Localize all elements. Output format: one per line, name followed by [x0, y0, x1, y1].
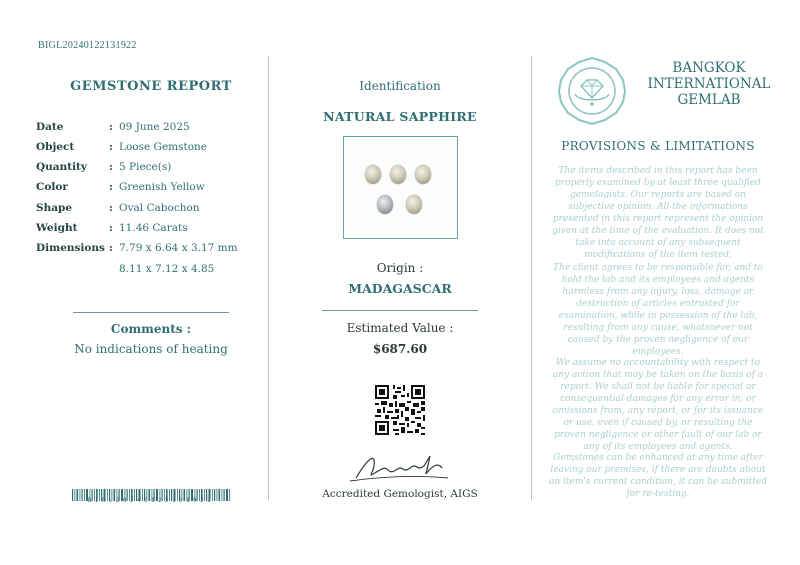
field-value: 7.79 x 6.64 x 3.17 mm [119, 242, 238, 254]
gemstone-photo [343, 136, 458, 239]
gemologist-title: Accredited Gemologist, AIGS [322, 488, 478, 500]
comments-label: Comments : [110, 322, 192, 336]
field-value: 09 June 2025 [119, 121, 190, 133]
gemstone [415, 165, 431, 184]
gemstone [377, 195, 393, 214]
provisions-paragraph: Gemstones can be enhanced at any time after leaving our premises, if there are doubts about an item's current condition, it can be submitted for re-testing. [549, 453, 767, 499]
field-value: Loose Gemstone [119, 141, 208, 153]
divider-left [268, 56, 269, 500]
comments-divider [73, 312, 229, 313]
lab-name-line: BANGKOK [672, 60, 746, 76]
estimated-value-label: Estimated Value : [346, 321, 454, 335]
provisions-title: PROVISIONS & LIMITATIONS [561, 139, 755, 153]
field-colon: : [109, 181, 113, 193]
lab-name-line: GEMLAB [677, 92, 741, 108]
field-value: 11.46 Carats [119, 222, 188, 234]
gemstone [406, 195, 422, 214]
field-value: Oval Cabochon [119, 202, 200, 214]
field-colon: : [109, 242, 113, 254]
field-label: Dimensions [36, 242, 105, 254]
qr-code [375, 385, 425, 439]
field-label: Quantity [36, 161, 88, 173]
field-label: Date [36, 121, 64, 133]
signature [346, 448, 452, 484]
provisions-paragraph: We assume no accountability with respect to any action that may be taken on the basis of a report. We shall not be liable for special or consequential damages for any error in, or omissions from, any report, or for its issuance or use, even if caused by, or resulting the proven negligence or other fault of our lab or any of its employees and agents. [552, 358, 764, 452]
field-colon: : [109, 161, 113, 173]
field-label: Color [36, 181, 68, 193]
report-title: GEMSTONE REPORT [70, 79, 232, 94]
field-colon: : [109, 141, 113, 153]
provisions-paragraph: The client agrees to be responsible for, and to hold the lab and its employees and agents harmless from any injury, loss, damage or destruction of articles entrusted for examination, while in possession of the lab, resulting from any cause, whatsoever not caused by the proven negligence of our employees. [553, 263, 763, 357]
field-colon: : [109, 202, 113, 214]
estimated-value: $687.60 [372, 342, 428, 356]
field-colon: : [109, 222, 113, 234]
identification-label: Identification [359, 79, 441, 93]
provisions-paragraph: The items described in this report has been properly examined by at least three qualified gemologists. Our reports are based on subjective opinion. All the informations presented in this report represent the opinion given at the time of the evaluation. It does not take into account of any subsequent modifications of the item tested. [552, 166, 764, 260]
origin-label: Origin : [376, 261, 424, 275]
lab-logo [557, 56, 627, 130]
comments-text: No indications of heating [74, 342, 228, 356]
field-colon: : [109, 121, 113, 133]
gemstone [365, 165, 381, 184]
identification-value: NATURAL SAPPHIRE [323, 109, 477, 124]
lab-name-line: INTERNATIONAL [647, 76, 771, 92]
origin-value: MADAGASCAR [348, 281, 452, 296]
field-label: Weight [36, 222, 78, 234]
barcode-text: BIGL20240122131922 [87, 497, 215, 504]
value-divider [322, 310, 478, 311]
field-label: Shape [36, 202, 73, 214]
gemstone [390, 165, 406, 184]
field-value: 5 Piece(s) [119, 161, 172, 173]
report-number: BIGL20240122131922 [38, 40, 137, 51]
divider-right [531, 56, 532, 500]
field-value-line2: 8.11 x 7.12 x 4.85 [119, 263, 215, 275]
field-label: Object [36, 141, 75, 153]
lab-name [636, 60, 782, 108]
field-value: Greenish Yellow [119, 181, 205, 193]
